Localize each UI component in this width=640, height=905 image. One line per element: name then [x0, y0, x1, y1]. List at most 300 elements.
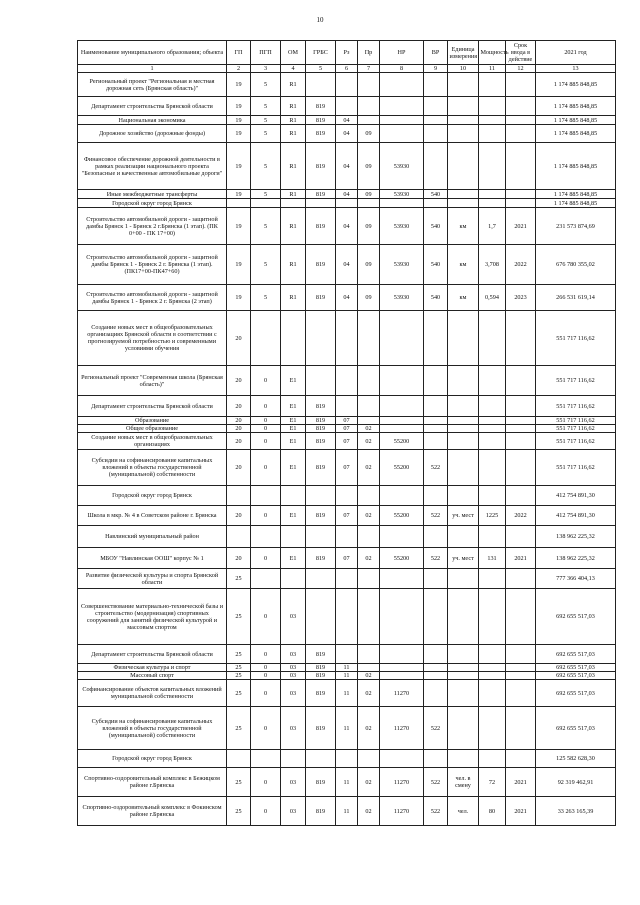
pr-cell	[358, 589, 380, 645]
table-row	[78, 125, 616, 143]
om-cell: E1	[281, 366, 306, 396]
pgp-cell: 0	[251, 506, 281, 526]
term-cell	[506, 125, 536, 143]
rz-cell	[336, 486, 358, 506]
grbs-cell: 819	[306, 417, 336, 425]
table-row	[78, 680, 616, 707]
table-row	[78, 116, 616, 125]
grbs-cell	[306, 199, 336, 208]
vr-cell: 522	[424, 548, 448, 569]
column-number-cell: 1	[78, 65, 227, 73]
pr-cell	[358, 396, 380, 417]
pgp-cell: 0	[251, 366, 281, 396]
pr-cell	[358, 569, 380, 589]
nr-cell: 53930	[380, 285, 424, 311]
pr-cell: 09	[358, 245, 380, 285]
vr-cell	[424, 664, 448, 672]
pr-cell: 09	[358, 143, 380, 190]
row-name-cell: Развитие физической культуры и спорта Брянской области	[78, 569, 227, 589]
table-row	[78, 366, 616, 396]
unit-cell	[448, 645, 479, 664]
column-number-cell: 5	[306, 65, 336, 73]
vr-cell: 522	[424, 797, 448, 826]
term-cell	[506, 450, 536, 486]
term-cell	[506, 433, 536, 450]
amount-cell: 551 717 116,62	[536, 433, 616, 450]
capacity-cell: 1,7	[479, 208, 506, 245]
grbs-cell: 819	[306, 97, 336, 116]
pgp-cell: 5	[251, 245, 281, 285]
grbs-cell: 819	[306, 548, 336, 569]
unit-cell	[448, 680, 479, 707]
gp-cell: 19	[227, 97, 251, 116]
term-cell	[506, 672, 536, 680]
nr-cell	[380, 125, 424, 143]
om-cell: E1	[281, 506, 306, 526]
pgp-cell	[251, 569, 281, 589]
budget-table	[77, 40, 616, 826]
om-cell: E1	[281, 396, 306, 417]
unit-cell	[448, 750, 479, 768]
vr-cell	[424, 97, 448, 116]
vr-cell	[424, 116, 448, 125]
vr-cell	[424, 199, 448, 208]
gp-cell: 25	[227, 645, 251, 664]
amount-cell: 551 717 116,62	[536, 311, 616, 366]
nr-cell	[380, 750, 424, 768]
table-row	[78, 664, 616, 672]
row-name-cell: Софинансирование объектов капитальных вложений муниципальной собственности	[78, 680, 227, 707]
unit-cell	[448, 707, 479, 750]
nr-cell: 53930	[380, 208, 424, 245]
term-cell	[506, 73, 536, 97]
pgp-cell	[251, 750, 281, 768]
column-number-cell: 10	[448, 65, 479, 73]
amount-cell: 692 655 517,03	[536, 664, 616, 672]
om-cell: 03	[281, 707, 306, 750]
gp-cell: 19	[227, 143, 251, 190]
gp-cell: 20	[227, 366, 251, 396]
pgp-cell: 0	[251, 672, 281, 680]
grbs-cell: 819	[306, 285, 336, 311]
pgp-cell	[251, 486, 281, 506]
table-row	[78, 768, 616, 797]
om-cell	[281, 569, 306, 589]
gp-cell: 20	[227, 425, 251, 433]
pgp-cell	[251, 199, 281, 208]
unit-cell	[448, 526, 479, 548]
gp-cell: 20	[227, 417, 251, 425]
col-rz-header: Рз	[336, 41, 358, 65]
gp-cell: 19	[227, 190, 251, 199]
vr-cell	[424, 143, 448, 190]
om-cell: R1	[281, 125, 306, 143]
pr-cell	[358, 417, 380, 425]
col-om-header: ОМ	[281, 41, 306, 65]
capacity-cell	[479, 366, 506, 396]
rz-cell	[336, 589, 358, 645]
pgp-cell: 0	[251, 589, 281, 645]
row-name-cell: Субсидии на софинансирование капитальных вложений в объекты государственной (муниципальной) собственности	[78, 450, 227, 486]
unit-cell	[448, 125, 479, 143]
om-cell	[281, 526, 306, 548]
grbs-cell: 819	[306, 396, 336, 417]
amount-cell: 692 655 517,03	[536, 680, 616, 707]
unit-cell: км	[448, 208, 479, 245]
unit-cell	[448, 366, 479, 396]
om-cell	[281, 750, 306, 768]
row-name-cell: Департамент строительства Брянской области	[78, 97, 227, 116]
unit-cell: уч. мест	[448, 548, 479, 569]
amount-cell: 266 531 619,14	[536, 285, 616, 311]
term-cell	[506, 199, 536, 208]
om-cell: R1	[281, 285, 306, 311]
amount-cell: 777 366 404,13	[536, 569, 616, 589]
table-row	[78, 311, 616, 366]
pr-cell	[358, 526, 380, 548]
term-cell: 2022	[506, 245, 536, 285]
gp-cell	[227, 750, 251, 768]
amount-cell: 551 717 116,62	[536, 425, 616, 433]
vr-cell	[424, 680, 448, 707]
capacity-cell: 72	[479, 768, 506, 797]
table-row	[78, 450, 616, 486]
table-row	[78, 548, 616, 569]
gp-cell: 20	[227, 433, 251, 450]
amount-cell: 551 717 116,62	[536, 396, 616, 417]
vr-cell: 522	[424, 707, 448, 750]
unit-cell	[448, 143, 479, 190]
gp-cell: 19	[227, 245, 251, 285]
amount-cell: 551 717 116,62	[536, 450, 616, 486]
table-row	[78, 245, 616, 285]
gp-cell: 19	[227, 73, 251, 97]
nr-cell: 53930	[380, 190, 424, 199]
amount-cell: 138 962 225,32	[536, 526, 616, 548]
column-number-row	[78, 65, 616, 73]
capacity-cell	[479, 645, 506, 664]
table-row	[78, 425, 616, 433]
pgp-cell: 0	[251, 450, 281, 486]
unit-cell	[448, 433, 479, 450]
unit-cell	[448, 450, 479, 486]
table-row	[78, 672, 616, 680]
unit-cell	[448, 116, 479, 125]
nr-cell	[380, 664, 424, 672]
nr-cell	[380, 97, 424, 116]
capacity-cell	[479, 97, 506, 116]
pgp-cell: 5	[251, 116, 281, 125]
capacity-cell	[479, 707, 506, 750]
col-capacity-header: Мощность	[479, 41, 506, 65]
gp-cell: 25	[227, 672, 251, 680]
rz-cell: 07	[336, 548, 358, 569]
pgp-cell: 0	[251, 417, 281, 425]
grbs-cell: 819	[306, 645, 336, 664]
table-row	[78, 486, 616, 506]
col-nr-header: НР	[380, 41, 424, 65]
om-cell: 03	[281, 664, 306, 672]
pr-cell	[358, 486, 380, 506]
vr-cell	[424, 311, 448, 366]
amount-cell: 1 174 885 848,85	[536, 97, 616, 116]
grbs-cell: 819	[306, 425, 336, 433]
term-cell	[506, 116, 536, 125]
term-cell	[506, 589, 536, 645]
pr-cell: 02	[358, 433, 380, 450]
row-name-cell: Дорожное хозяйство (дорожные фонды)	[78, 125, 227, 143]
nr-cell: 53930	[380, 143, 424, 190]
pgp-cell: 5	[251, 208, 281, 245]
col-pr-header: Пр	[358, 41, 380, 65]
vr-cell: 522	[424, 768, 448, 797]
om-cell	[281, 486, 306, 506]
column-number-cell: 9	[424, 65, 448, 73]
vr-cell: 540	[424, 208, 448, 245]
capacity-cell	[479, 417, 506, 425]
amount-cell: 1 174 885 848,85	[536, 143, 616, 190]
pr-cell: 02	[358, 768, 380, 797]
row-name-cell: Спортивно-оздоровительный комплекс в Фокинском районе г.Брянска	[78, 797, 227, 826]
gp-cell: 25	[227, 569, 251, 589]
gp-cell: 25	[227, 768, 251, 797]
amount-cell: 551 717 116,62	[536, 366, 616, 396]
grbs-cell: 819	[306, 768, 336, 797]
column-number-cell: 2	[227, 65, 251, 73]
om-cell: 03	[281, 589, 306, 645]
amount-cell: 1 174 885 848,85	[536, 73, 616, 97]
row-name-cell: Субсидии на софинансирование капитальных вложений в объекты государственной (муниципальной) собственности	[78, 707, 227, 750]
amount-cell: 125 582 628,30	[536, 750, 616, 768]
column-number-cell: 8	[380, 65, 424, 73]
row-name-cell: Городской округ город Брянск	[78, 199, 227, 208]
capacity-cell	[479, 486, 506, 506]
col-grbs-header: ГРБС	[306, 41, 336, 65]
gp-cell: 25	[227, 589, 251, 645]
capacity-cell: 0,594	[479, 285, 506, 311]
rz-cell: 04	[336, 285, 358, 311]
row-name-cell: Создание новых мест в общеобразовательных организациях	[78, 433, 227, 450]
om-cell	[281, 199, 306, 208]
om-cell: R1	[281, 97, 306, 116]
nr-cell: 11270	[380, 680, 424, 707]
capacity-cell	[479, 750, 506, 768]
term-cell	[506, 707, 536, 750]
grbs-cell	[306, 526, 336, 548]
row-name-cell: Департамент строительства Брянской области	[78, 645, 227, 664]
unit-cell	[448, 97, 479, 116]
om-cell: E1	[281, 425, 306, 433]
gp-cell: 25	[227, 664, 251, 672]
nr-cell: 55200	[380, 433, 424, 450]
col-term-header: Срок ввода в действие	[506, 41, 536, 65]
nr-cell	[380, 569, 424, 589]
vr-cell	[424, 73, 448, 97]
rz-cell	[336, 750, 358, 768]
nr-cell	[380, 366, 424, 396]
unit-cell	[448, 417, 479, 425]
pgp-cell: 0	[251, 433, 281, 450]
amount-cell: 1 174 885 848,85	[536, 116, 616, 125]
om-cell: 03	[281, 645, 306, 664]
rz-cell: 07	[336, 425, 358, 433]
pr-cell	[358, 645, 380, 664]
term-cell: 2021	[506, 797, 536, 826]
rz-cell: 07	[336, 506, 358, 526]
grbs-cell: 819	[306, 664, 336, 672]
om-cell: E1	[281, 548, 306, 569]
vr-cell	[424, 569, 448, 589]
column-number-cell: 6	[336, 65, 358, 73]
amount-cell: 138 962 225,32	[536, 548, 616, 569]
table-row	[78, 73, 616, 97]
capacity-cell	[479, 433, 506, 450]
vr-cell	[424, 425, 448, 433]
grbs-cell: 819	[306, 797, 336, 826]
capacity-cell	[479, 116, 506, 125]
capacity-cell	[479, 311, 506, 366]
unit-cell: км	[448, 285, 479, 311]
term-cell: 2023	[506, 285, 536, 311]
nr-cell	[380, 311, 424, 366]
gp-cell: 20	[227, 311, 251, 366]
row-name-cell: Городской округ город Брянск	[78, 486, 227, 506]
term-cell	[506, 190, 536, 199]
pr-cell	[358, 73, 380, 97]
rz-cell: 04	[336, 116, 358, 125]
table-body	[78, 73, 616, 826]
pgp-cell: 0	[251, 707, 281, 750]
pgp-cell	[251, 526, 281, 548]
col-unit-header: Единица измерения	[448, 41, 479, 65]
row-name-cell: Региональный проект "Современная школа (Брянская область)"	[78, 366, 227, 396]
grbs-cell	[306, 589, 336, 645]
row-name-cell: Школа в мкр. № 4 в Советском районе г. Брянска	[78, 506, 227, 526]
capacity-cell	[479, 450, 506, 486]
pr-cell	[358, 97, 380, 116]
rz-cell	[336, 97, 358, 116]
amount-cell: 33 263 165,39	[536, 797, 616, 826]
pgp-cell	[251, 311, 281, 366]
amount-cell: 1 174 885 848,85	[536, 199, 616, 208]
pr-cell: 02	[358, 680, 380, 707]
capacity-cell	[479, 425, 506, 433]
om-cell: 03	[281, 680, 306, 707]
table-row	[78, 645, 616, 664]
nr-cell: 55200	[380, 548, 424, 569]
capacity-cell	[479, 125, 506, 143]
pr-cell	[358, 366, 380, 396]
amount-cell: 692 655 517,03	[536, 589, 616, 645]
vr-cell	[424, 396, 448, 417]
vr-cell: 522	[424, 506, 448, 526]
rz-cell	[336, 526, 358, 548]
grbs-cell: 819	[306, 680, 336, 707]
page-number: 10	[316, 16, 324, 24]
rz-cell	[336, 199, 358, 208]
pr-cell: 09	[358, 125, 380, 143]
amount-cell: 692 655 517,03	[536, 707, 616, 750]
unit-cell	[448, 672, 479, 680]
nr-cell	[380, 73, 424, 97]
vr-cell	[424, 645, 448, 664]
pr-cell	[358, 199, 380, 208]
unit-cell	[448, 199, 479, 208]
capacity-cell: 131	[479, 548, 506, 569]
row-name-cell: Иные межбюджетные трансферты	[78, 190, 227, 199]
gp-cell: 19	[227, 125, 251, 143]
gp-cell: 20	[227, 450, 251, 486]
row-name-cell: Совершенствование материально-технической базы и строительство (модернизация) спортивных сооружений для занятий физической культурой и массовым спортом	[78, 589, 227, 645]
rz-cell: 11	[336, 768, 358, 797]
column-number-cell: 4	[281, 65, 306, 73]
row-name-cell: Общее образование	[78, 425, 227, 433]
gp-cell	[227, 526, 251, 548]
row-name-cell: Региональный проект "Региональная и местная дорожная сеть (Брянская область)"	[78, 73, 227, 97]
pgp-cell: 0	[251, 797, 281, 826]
unit-cell	[448, 73, 479, 97]
pgp-cell: 0	[251, 664, 281, 672]
unit-cell	[448, 190, 479, 199]
table-row	[78, 797, 616, 826]
table-row	[78, 707, 616, 750]
capacity-cell	[479, 569, 506, 589]
term-cell	[506, 680, 536, 707]
term-cell	[506, 311, 536, 366]
capacity-cell	[479, 396, 506, 417]
grbs-cell: 819	[306, 707, 336, 750]
om-cell: 03	[281, 797, 306, 826]
nr-cell	[380, 526, 424, 548]
term-cell: 2021	[506, 548, 536, 569]
unit-cell	[448, 589, 479, 645]
nr-cell	[380, 199, 424, 208]
vr-cell: 540	[424, 245, 448, 285]
grbs-cell: 819	[306, 190, 336, 199]
rz-cell	[336, 73, 358, 97]
om-cell: 03	[281, 672, 306, 680]
rz-cell: 07	[336, 417, 358, 425]
amount-cell: 412 754 891,30	[536, 506, 616, 526]
pr-cell: 09	[358, 190, 380, 199]
pr-cell: 09	[358, 285, 380, 311]
gp-cell: 19	[227, 208, 251, 245]
table-row	[78, 569, 616, 589]
nr-cell	[380, 417, 424, 425]
pgp-cell: 5	[251, 190, 281, 199]
gp-cell: 20	[227, 396, 251, 417]
capacity-cell	[479, 73, 506, 97]
unit-cell: чел.	[448, 797, 479, 826]
grbs-cell: 819	[306, 506, 336, 526]
gp-cell: 20	[227, 548, 251, 569]
unit-cell	[448, 396, 479, 417]
col-year-header: 2021 год	[536, 41, 616, 65]
row-name-cell: Массовый спорт	[78, 672, 227, 680]
amount-cell: 231 573 874,69	[536, 208, 616, 245]
term-cell	[506, 486, 536, 506]
unit-cell	[448, 569, 479, 589]
pr-cell	[358, 750, 380, 768]
vr-cell	[424, 417, 448, 425]
row-name-cell: Финансовое обеспечение дорожной деятельности в рамках реализации национального проекта "Безопасные и качественные автомобильные дороги"	[78, 143, 227, 190]
amount-cell: 551 717 116,62	[536, 417, 616, 425]
om-cell: E1	[281, 450, 306, 486]
grbs-cell: 819	[306, 433, 336, 450]
table-row	[78, 750, 616, 768]
vr-cell	[424, 433, 448, 450]
term-cell	[506, 664, 536, 672]
